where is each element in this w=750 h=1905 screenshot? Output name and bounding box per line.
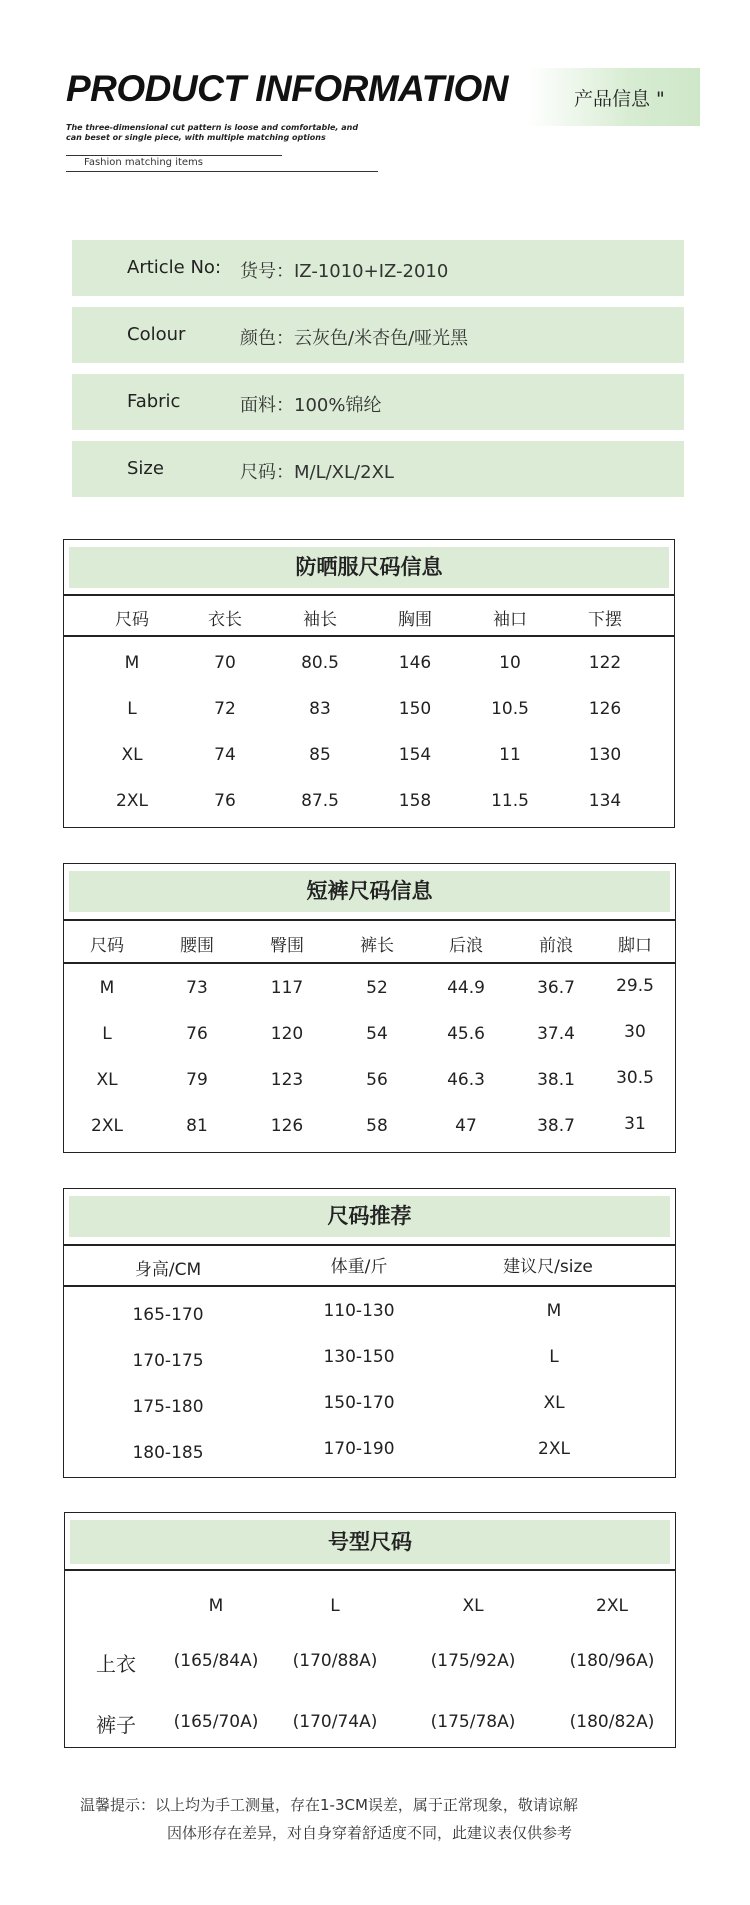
table-cell: 2XL xyxy=(116,791,148,811)
table-cell: 2XL xyxy=(91,1116,123,1136)
table-cell: 170-175 xyxy=(132,1351,204,1371)
table-cell: 72 xyxy=(214,699,236,719)
info-row-colour xyxy=(72,307,684,363)
table-cell: 30.5 xyxy=(616,1068,654,1088)
table-title: 尺码推荐 xyxy=(69,1196,670,1237)
section-badge xyxy=(528,68,700,126)
table-cell: 130-150 xyxy=(323,1347,395,1367)
table-cell: 47 xyxy=(455,1116,477,1136)
table-cell: 36.7 xyxy=(537,978,575,998)
table-header-cell: 前浪 xyxy=(539,936,573,956)
info-label: Fabric xyxy=(127,391,181,412)
table-cell: 134 xyxy=(588,791,622,811)
table-header-cell: 尺码 xyxy=(115,610,149,630)
subtitle-line-2: can beset or single piece, with multiple matching options xyxy=(66,133,326,142)
table-header-cell: M xyxy=(208,1596,224,1616)
table-cell: 146 xyxy=(398,653,432,673)
note-line-2: 因体形存在差异，对自身穿着舒适度不同，此建议表仅供参考 xyxy=(167,1824,573,1842)
table-header-cell: 下摆 xyxy=(588,610,622,630)
table-cell: 45.6 xyxy=(447,1024,485,1044)
table-cell: 70 xyxy=(214,653,236,673)
table-cell: 54 xyxy=(366,1024,388,1044)
size-recommend-table xyxy=(63,1188,676,1478)
table-cell: 73 xyxy=(186,978,208,998)
table-header-cell: 2XL xyxy=(596,1596,628,1616)
table-cell: 130 xyxy=(588,745,622,765)
table-cell: M xyxy=(546,1301,562,1321)
table-cell: 38.7 xyxy=(537,1116,575,1136)
table-rule xyxy=(64,594,674,596)
table-cell: 170-190 xyxy=(323,1439,395,1459)
table-cell: 79 xyxy=(186,1070,208,1090)
table-cell: (170/88A) xyxy=(292,1651,378,1671)
table-title: 短裤尺码信息 xyxy=(69,871,670,912)
table-cell: 76 xyxy=(186,1024,208,1044)
table-cell: 83 xyxy=(309,699,331,719)
table-cell: 11 xyxy=(499,745,521,765)
info-value: 面料：100%锦纶 xyxy=(240,395,382,416)
fashion-caption: Fashion matching items xyxy=(84,157,203,168)
model-size-table xyxy=(64,1512,676,1748)
table-cell: 158 xyxy=(398,791,432,811)
table-cell: 117 xyxy=(270,978,304,998)
table-cell: 31 xyxy=(624,1114,646,1134)
table-header-cell: 尺码 xyxy=(90,936,124,956)
table-cell: M xyxy=(124,653,140,673)
table-cell: 11.5 xyxy=(491,791,529,811)
table-cell: 52 xyxy=(366,978,388,998)
table-cell: 46.3 xyxy=(447,1070,485,1090)
page-title: PRODUCT INFORMATION xyxy=(66,68,508,109)
page-subtitle xyxy=(66,123,386,143)
table-cell: 123 xyxy=(270,1070,304,1090)
info-row-fabric xyxy=(72,374,684,430)
table-cell: (165/70A) xyxy=(173,1712,259,1732)
table-cell: 10 xyxy=(499,653,521,673)
info-value: 尺码：M/L/XL/2XL xyxy=(240,462,394,483)
table-header-cell: 后浪 xyxy=(449,936,483,956)
table-cell: 29.5 xyxy=(616,976,654,996)
table-header-cell: 袖长 xyxy=(303,610,337,630)
note-line-1: 温馨提示：以上均为手工测量，存在1-3CM误差，属于正常现象，敬请谅解 xyxy=(80,1796,578,1814)
table-cell: 2XL xyxy=(538,1439,570,1459)
table-title: 号型尺码 xyxy=(70,1520,670,1564)
table-header-cell: L xyxy=(330,1596,340,1616)
subtitle-line-1: The three-dimensional cut pattern is loose and comfortable, and xyxy=(66,123,359,132)
info-label: Colour xyxy=(127,324,186,345)
table-cell: L xyxy=(102,1024,112,1044)
table-cell: 81 xyxy=(186,1116,208,1136)
jacket-size-table xyxy=(63,539,675,828)
table-header-cell: 建议尺/size xyxy=(503,1257,593,1277)
info-label: Article No: xyxy=(127,257,222,278)
table-header-cell: XL xyxy=(462,1596,484,1616)
table-cell: 180-185 xyxy=(132,1443,204,1463)
row-label: 裤子 xyxy=(96,1713,136,1737)
divider-line xyxy=(66,171,378,172)
table-cell: 154 xyxy=(398,745,432,765)
table-header-cell: 胸围 xyxy=(398,610,432,630)
table-cell: XL xyxy=(543,1393,565,1413)
table-header-cell: 臀围 xyxy=(270,936,304,956)
table-rule xyxy=(64,962,675,964)
row-label: 上衣 xyxy=(96,1652,136,1676)
table-header-cell: 裤长 xyxy=(360,936,394,956)
table-cell: 175-180 xyxy=(132,1397,204,1417)
table-cell: (175/78A) xyxy=(430,1712,516,1732)
table-rule xyxy=(64,1244,675,1246)
table-cell: (170/74A) xyxy=(292,1712,378,1732)
table-cell: XL xyxy=(121,745,143,765)
info-row-article xyxy=(72,240,684,296)
table-cell: (180/96A) xyxy=(569,1651,655,1671)
table-rule xyxy=(65,1569,675,1571)
table-cell: L xyxy=(549,1347,559,1367)
table-header-cell: 脚口 xyxy=(618,936,652,956)
info-value: 货号：IZ-1010+IZ-2010 xyxy=(240,261,449,282)
table-header-cell: 体重/斤 xyxy=(330,1257,388,1277)
table-title: 防晒服尺码信息 xyxy=(69,547,669,588)
table-header-cell: 腰围 xyxy=(180,936,214,956)
divider-line xyxy=(66,155,282,156)
table-cell: 122 xyxy=(588,653,622,673)
table-rule xyxy=(64,1285,675,1287)
table-cell: 150-170 xyxy=(323,1393,395,1413)
table-rule xyxy=(64,635,674,637)
table-cell: L xyxy=(127,699,137,719)
table-cell: 85 xyxy=(309,745,331,765)
table-header-cell: 袖口 xyxy=(493,610,527,630)
table-cell: M xyxy=(99,978,115,998)
table-cell: 44.9 xyxy=(447,978,485,998)
table-cell: 30 xyxy=(624,1022,646,1042)
table-cell: 165-170 xyxy=(132,1305,204,1325)
table-cell: 80.5 xyxy=(301,653,339,673)
table-cell: 126 xyxy=(588,699,622,719)
table-cell: 58 xyxy=(366,1116,388,1136)
badge-label: 产品信息 " xyxy=(574,88,665,110)
table-cell: 126 xyxy=(270,1116,304,1136)
table-cell: 120 xyxy=(270,1024,304,1044)
table-cell: 76 xyxy=(214,791,236,811)
table-cell: XL xyxy=(96,1070,118,1090)
table-cell: 10.5 xyxy=(491,699,529,719)
info-row-size xyxy=(72,441,684,497)
table-cell: 37.4 xyxy=(537,1024,575,1044)
table-cell: 56 xyxy=(366,1070,388,1090)
info-label: Size xyxy=(127,458,164,479)
table-cell: 87.5 xyxy=(301,791,339,811)
table-cell: 110-130 xyxy=(323,1301,395,1321)
table-cell: (180/82A) xyxy=(569,1712,655,1732)
table-cell: 38.1 xyxy=(537,1070,575,1090)
table-cell: 150 xyxy=(398,699,432,719)
table-cell: (165/84A) xyxy=(173,1651,259,1671)
table-header-cell: 身高/CM xyxy=(134,1260,202,1280)
table-cell: (175/92A) xyxy=(430,1651,516,1671)
table-rule xyxy=(64,919,675,921)
table-cell: 74 xyxy=(214,745,236,765)
shorts-size-table xyxy=(63,863,676,1153)
info-value: 颜色：云灰色/米杏色/哑光黑 xyxy=(240,328,469,349)
table-header-cell: 衣长 xyxy=(208,610,242,630)
